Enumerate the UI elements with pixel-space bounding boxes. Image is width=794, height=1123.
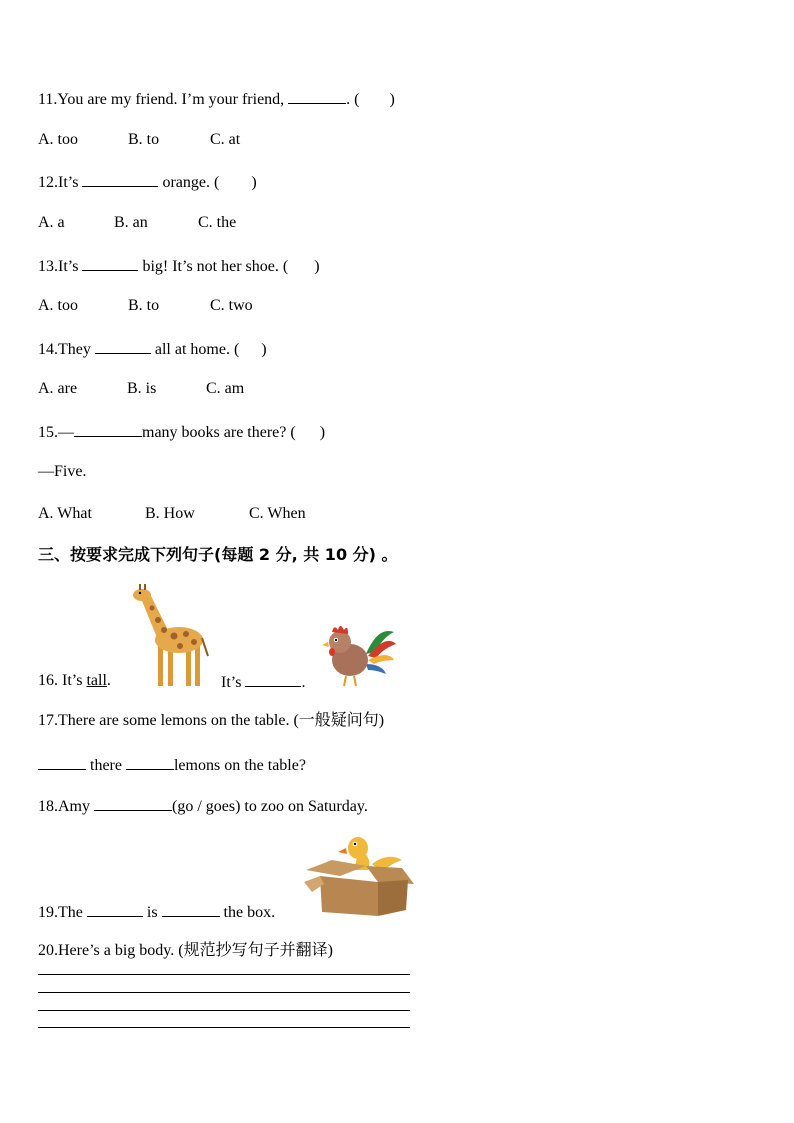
q13-option-a[interactable]: A. too — [38, 297, 78, 314]
q16-blank[interactable] — [245, 671, 301, 687]
question-17: 17.There are some lemons on the table. (一般疑问句) — [38, 712, 385, 729]
writing-line-4[interactable] — [38, 1027, 410, 1028]
question-11: 11.You are my friend. I’m your friend, . ( ) — [38, 88, 395, 110]
writing-line-1[interactable] — [38, 974, 410, 975]
q11-option-c[interactable]: C. at — [210, 131, 241, 148]
question-14: 14.They all at home. ( ) — [38, 338, 267, 360]
writing-line-3[interactable] — [38, 1010, 410, 1011]
q15-option-b[interactable]: B. How — [145, 505, 195, 522]
rooster-icon — [318, 620, 398, 688]
q16-example-word: tall — [86, 672, 107, 689]
duck-in-box-icon — [302, 830, 416, 918]
q15-option-c[interactable]: C. When — [249, 505, 306, 522]
q14-option-a[interactable]: A. are — [38, 380, 78, 397]
q14-blank[interactable] — [95, 338, 151, 354]
q11-options — [38, 130, 240, 150]
question-19: 19.The is the box. — [38, 901, 275, 923]
q11-option-b[interactable]: B. to — [128, 131, 160, 148]
q15-answer-line: —Five. — [38, 463, 87, 480]
question-13: 13.It’s big! It’s not her shoe. ( ) — [38, 255, 320, 277]
q18-blank[interactable] — [94, 795, 172, 811]
q15-blank[interactable] — [74, 421, 142, 437]
q12-option-b[interactable]: B. an — [114, 214, 148, 231]
q11-blank[interactable] — [288, 88, 346, 104]
q13-option-c[interactable]: C. two — [210, 297, 253, 314]
q14-option-b[interactable]: B. is — [127, 380, 157, 397]
question-16: 16. It’s tall. — [38, 672, 111, 689]
q13-options — [38, 296, 253, 316]
q12-options — [38, 213, 236, 233]
question-20: 20.Here’s a big body. (规范抄写句子并翻译) — [38, 942, 333, 959]
section-3-heading: 三、按要求完成下列句子(每题 2 分, 共 10 分) 。 — [38, 545, 398, 564]
q14-options — [38, 379, 244, 399]
q12-option-c[interactable]: C. the — [198, 214, 237, 231]
q11-text: 11.You are my friend. I’m your friend, — [38, 91, 285, 108]
q19-blank-1[interactable] — [87, 901, 143, 917]
q12-option-a[interactable]: A. a — [38, 214, 65, 231]
q17-answer-line: there lemons on the table? — [38, 754, 306, 776]
q14-option-c[interactable]: C. am — [206, 380, 245, 397]
q13-blank[interactable] — [82, 255, 138, 271]
q17-blank-1[interactable] — [38, 754, 86, 770]
q19-blank-2[interactable] — [162, 901, 220, 917]
q15-options — [38, 504, 306, 524]
q13-option-b[interactable]: B. to — [128, 297, 160, 314]
giraffe-icon — [128, 584, 210, 688]
writing-line-2[interactable] — [38, 992, 410, 993]
question-12: 12.It’s orange. ( ) — [38, 171, 257, 193]
q15-option-a[interactable]: A. What — [38, 505, 92, 522]
q11-option-a[interactable]: A. too — [38, 131, 78, 148]
q16-second-part: It’s . — [221, 671, 305, 693]
q12-blank[interactable] — [82, 171, 158, 187]
question-18: 18.Amy (go / goes) to zoo on Saturday. — [38, 795, 368, 817]
question-15: 15.— many books are there? ( ) — [38, 421, 325, 443]
q17-blank-2[interactable] — [126, 754, 174, 770]
